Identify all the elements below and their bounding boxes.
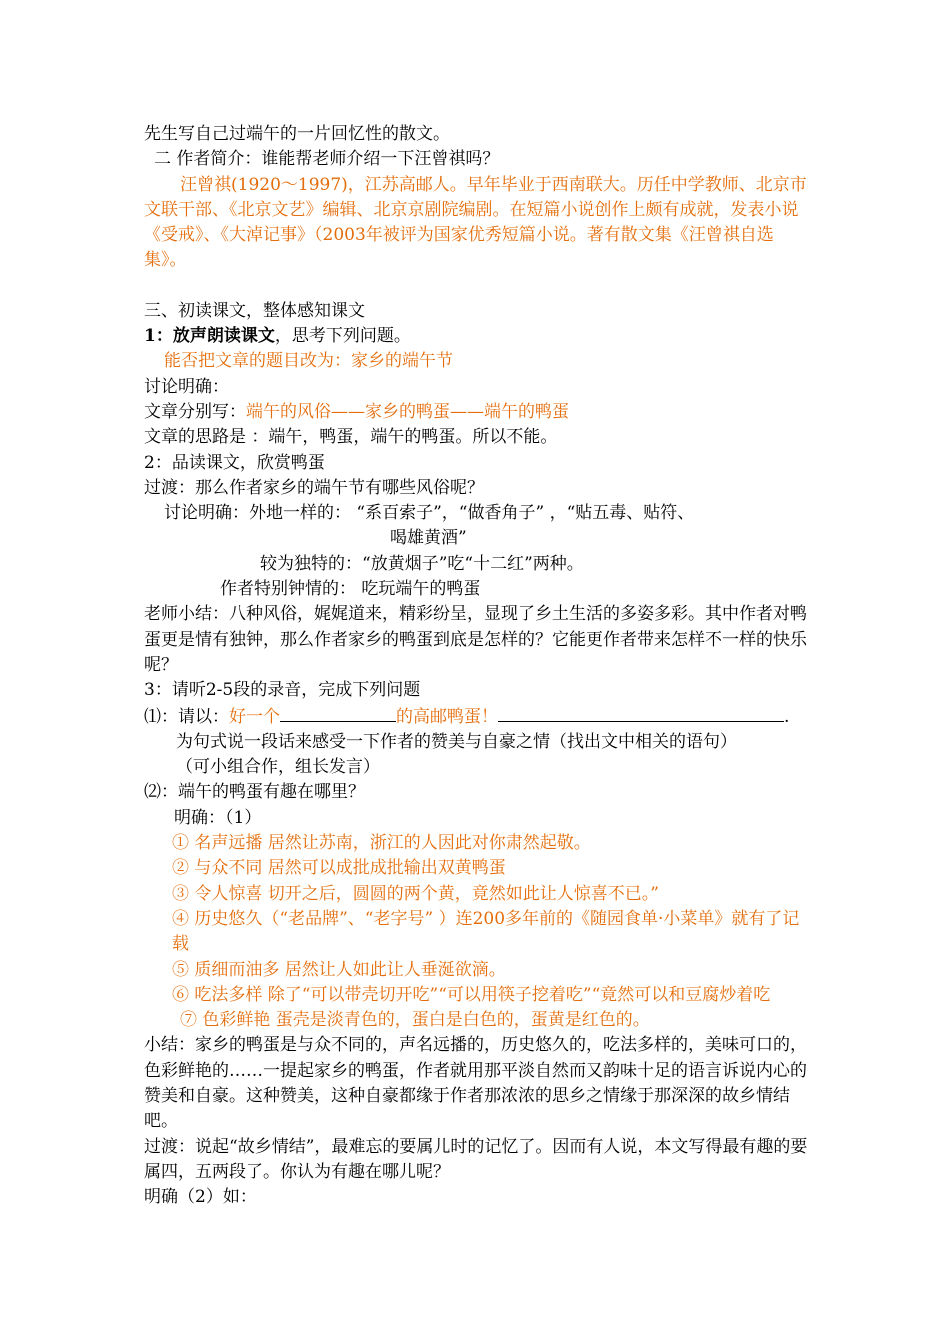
text-line: 作者特别钟情的： 吃玩端午的鸭蛋 (220, 579, 481, 600)
text-line: 喝雄黄酒” (390, 528, 467, 549)
text-line (144, 324, 816, 349)
summary-paragraph: 小结：家乡的鸭蛋是与众不同的，声名远播的，历史悠久的，吃法多样的，美味可口的，色彩鲜艳的……一提起家乡的鸭蛋，作者就用那平淡自然而又韵味十足的语言诉说内心的赞美和自豪。这种赞美，这种自豪都缘于作者那浓浓的思乡之情缘于那深深的故乡情结吧。 (144, 1035, 807, 1132)
text-line: 为句式说一段话来感受一下作者的赞美与自豪之情（找出文中相关的语句） (176, 731, 737, 752)
point-line: ③ 令人惊喜 切开之后，圆圆的两个黄，竟然如此让人惊喜不已。” (172, 883, 659, 904)
text-span: . (784, 706, 790, 727)
answer-span: 好一个 (229, 706, 280, 727)
point-line: ⑤ 质细而油多 居然让人如此让人垂涎欲滴。 (172, 959, 506, 980)
fill-in-line (144, 704, 816, 730)
blank-field (280, 704, 396, 722)
text-line: 讨论明确： (144, 376, 229, 397)
text-line: 明确：（1） (174, 807, 262, 828)
bold-label: 1：放声朗读课文 (144, 326, 275, 347)
text-span: ⑴：请以： (144, 706, 229, 727)
text-span: ，思考下列问题。 (274, 326, 411, 347)
section-heading-author: 二 作者简介：谁能帮老师介绍一下汪曾祺吗？ (154, 149, 500, 170)
text-line (144, 400, 816, 425)
section-heading-reading: 三、初读课文，整体感知课文 (144, 300, 365, 321)
text-span: 文章分别写： (144, 401, 246, 422)
document-body (144, 122, 816, 1210)
text-line: （可小组合作，组长发言） (176, 757, 380, 778)
text-line: 讨论明确：外地一样的： “系百索子”，“做香角子” ，“贴五毒、贴符、 (164, 503, 695, 524)
text-line: 过渡：那么作者家乡的端午节有哪些风俗呢？ (144, 477, 484, 498)
teacher-summary: 老师小结：八种风俗，娓娓道来，精彩纷呈，显现了乡土生活的多姿多彩。其中作者对鸭蛋更是情有独钟，那么作者家乡的鸭蛋到底是怎样的？它能更作者带来怎样不一样的快乐呢？ (144, 604, 807, 675)
question-line: 能否把文章的题目改为：家乡的端午节 (164, 351, 453, 372)
blank-field (498, 704, 784, 722)
text-line: 较为独特的：“放黄烟子”吃“十二红”两种。 (260, 553, 584, 574)
point-line: ⑦ 色彩鲜艳 蛋壳是淡青色的，蛋白是白色的，蛋黄是红色的。 (180, 1010, 650, 1031)
answer-span: 端午的风俗——家乡的鸭蛋——端午的鸭蛋 (246, 401, 569, 422)
text-line: 明确（2）如： (144, 1187, 257, 1208)
point-line: ② 与众不同 居然可以成批成批输出双黄鸭蛋 (172, 858, 506, 879)
transition-paragraph: 过渡：说起“故乡情结”，最难忘的要属儿时的记忆了。因而有人说，本文写得最有趣的要属四，五两段了。你认为有趣在哪儿呢？ (144, 1136, 808, 1182)
spacer (144, 274, 816, 299)
point-line: ⑥ 吃法多样 除了“可以带壳切开吃”“可以用筷子挖着吃”“竟然可以和豆腐炒着吃 (172, 984, 771, 1005)
text-line: 先生写自己过端午的一片回忆性的散文。 (144, 124, 450, 144)
author-bio: 汪曾祺(1920～1997)，江苏高邮人。早年毕业于西南联大。历任中学教师、北京市文联干部、《北京文艺》编辑、北京京剧院编剧。在短篇小说创作上颇有成就，发表小说《受戒》、《大淖记事》（2003年被评为国家优秀短篇小说。著有散文集《汪曾祺自选集》。 (144, 174, 807, 271)
text-line: 3：请听2-5段的录音，完成下列问题 (144, 680, 421, 701)
point-line: ④ 历史悠久（“老品牌”、“老字号” ）连200多年前的《随园食单·小菜单》就有了记载 (172, 908, 800, 955)
point-line: ① 名声远播 居然让苏南，浙江的人因此对你肃然起敬。 (172, 833, 591, 854)
text-line: 文章的思路是 ：端午，鸭蛋，端午的鸭蛋。所以不能。 (144, 427, 558, 448)
text-line: 2：品读课文，欣赏鸭蛋 (144, 452, 325, 473)
answer-span: 的高邮鸭蛋！ (396, 706, 498, 727)
text-line: ⑵：端午的鸭蛋有趣在哪里？ (144, 782, 365, 803)
